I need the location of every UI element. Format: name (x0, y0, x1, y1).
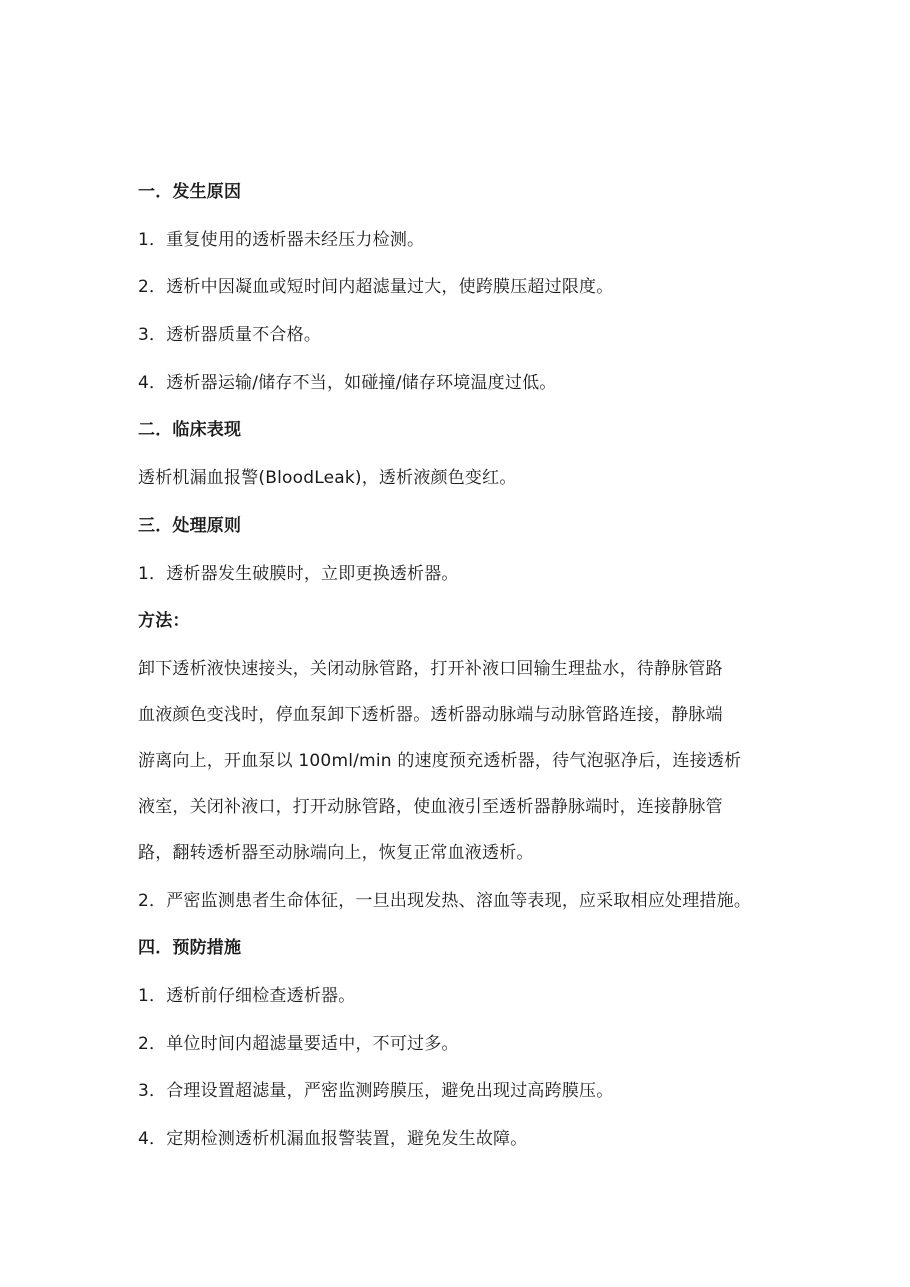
prevention-item-2: 2．单位时间内超滤量要适中，不可过多。 (138, 1033, 459, 1054)
method-line: 路，翻转透析器至动脉端向上，恢复正常血液透析。 (138, 842, 534, 863)
method-line: 血液颜色变浅时，停血泵卸下透析器。透析器动脉端与动脉管路连接，静脉端 (138, 704, 723, 725)
cause-item-2: 2．透析中因凝血或短时间内超滤量过大，使跨膜压超过限度。 (138, 277, 614, 298)
section-heading-treatment: 三．处理原则 (138, 515, 242, 536)
prevention-item-1: 1．透析前仔细检查透析器。 (138, 985, 356, 1006)
treatment-item-2: 2．严密监测患者生命体征，一旦出现发热、溶血等表现，应采取相应处理措施。 (138, 890, 752, 911)
method-line: 游离向上，开血泵以 100ml/min 的速度预充透析器，待气泡驱净后，连接透析 (138, 750, 742, 771)
method-paragraph (138, 653, 790, 869)
prevention-item-4: 4．定期检测透析机漏血报警装置，避免发生故障。 (138, 1129, 528, 1149)
section-heading-clinical: 二．临床表现 (138, 420, 242, 441)
clinical-item-1: 透析机漏血报警(BloodLeak)，透析液颜色变红。 (138, 468, 517, 489)
method-line: 卸下透析液快速接头，关闭动脉管路，打开补液口回输生理盐水，待静脉管路 (138, 658, 723, 679)
section-heading-prevention: 四．预防措施 (138, 938, 242, 959)
document-body (138, 176, 790, 1171)
cause-item-3: 3．透析器质量不合格。 (138, 325, 322, 346)
prevention-item-3: 3．合理设置超滤量，严密监测跨膜压，避免出现过高跨膜压。 (138, 1081, 614, 1102)
method-line: 液室，关闭补液口，打开动脉管路，使血液引至透析器静脉端时，连接静脉管 (138, 796, 723, 817)
cause-item-1: 1．重复使用的透析器未经压力检测。 (138, 229, 425, 250)
section-heading-causes: 一．发生原因 (138, 182, 242, 202)
method-label: 方法： (138, 611, 190, 632)
cause-item-4: 4．透析器运输/储存不当，如碰撞/储存环境温度过低。 (138, 372, 557, 393)
treatment-item-1: 1．透析器发生破膜时，立即更换透析器。 (138, 563, 459, 584)
